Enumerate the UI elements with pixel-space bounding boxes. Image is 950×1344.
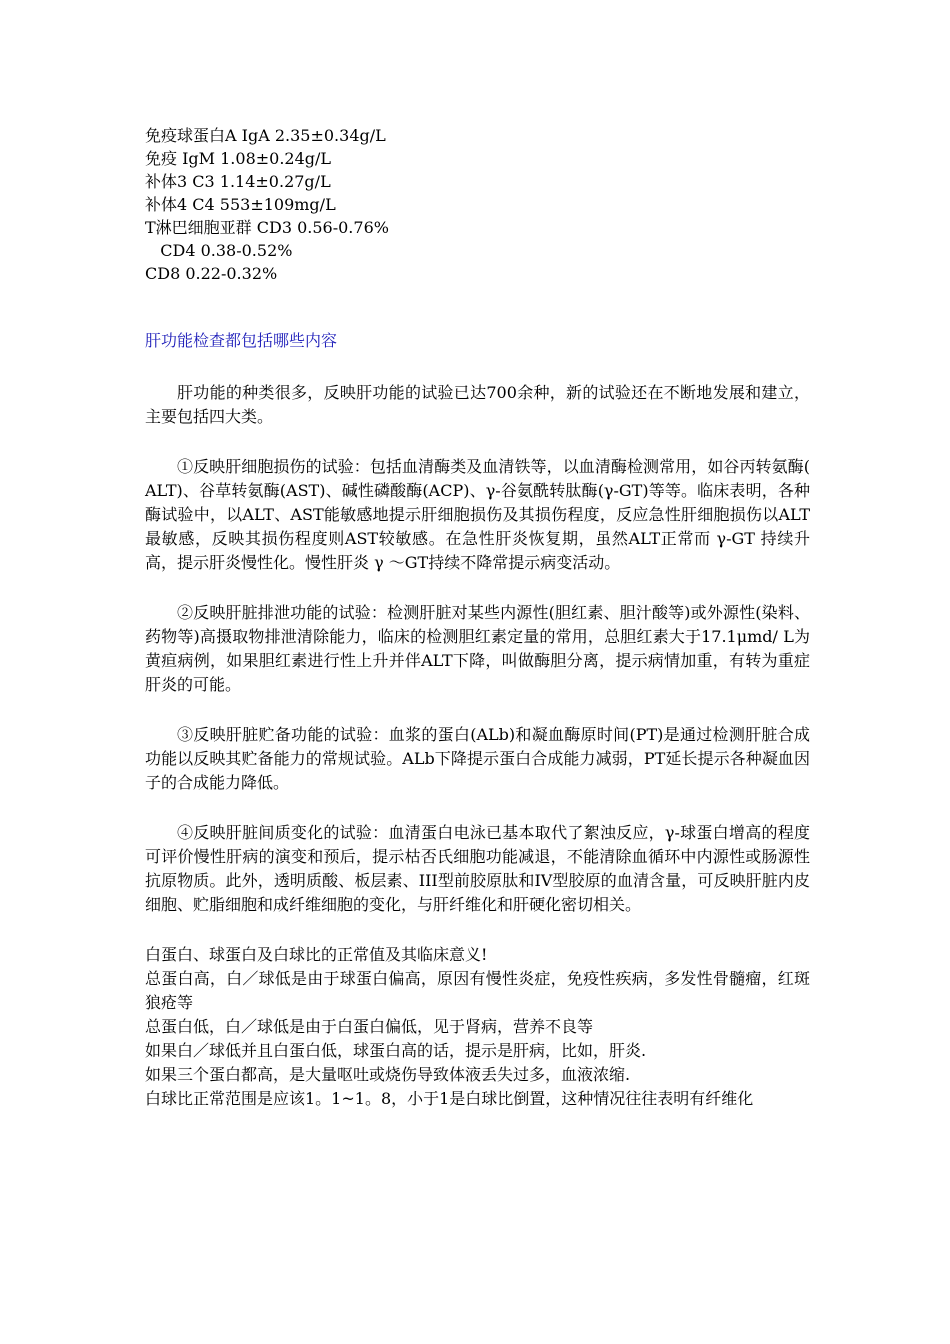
albumin-globulin-summary [145,943,810,1111]
test-category-paragraph: ②反映肝脏排泄功能的试验：检测肝脏对某些内源性(胆红素、胆汁酸等)或外源性(染料、药物等)高摄取物排泄清除能力，临床的检测胆红素定量的常用，总胆红素大于17.1μmd/ L为黄疸病例，如果胆红素进行性上升并伴ALT下降，叫做酶胆分离，提示病情加重，有转为重症肝炎的可能。 [145,603,810,694]
intro-paragraph: 肝功能的种类很多，反映肝功能的试验已达700余种，新的试验还在不断地发展和建立，主要包括四大类。 [145,383,810,426]
test-category-paragraph: ④反映肝脏间质变化的试验：血清蛋白电泳已基本取代了絮浊反应，γ-球蛋白增高的程度可评价慢性肝病的演变和预后，提示枯否氏细胞功能减退，不能清除血循环中内源性或肠源性抗原物质。此外，透明质酸、板层素、III型前胶原肽和IV型胶原的血清含量，可反映肝脏内皮细胞、贮脂细胞和成纤维细胞的变化，与肝纤维化和肝硬化密切相关。 [145,823,810,914]
reference-value-line: CD4 0.38-0.52% [145,241,293,260]
test-category-paragraph: ①反映肝细胞损伤的试验：包括血清酶类及血清铁等，以血清酶检测常用，如谷丙转氨酶( ALT)、谷草转氨酶(AST)、碱性磷酸酶(ACP)、γ-谷氨酰转肽酶(γ-GT)等等。临床表明，各种酶试验中，以ALT、AST能敏感地提示肝细胞损伤及其损伤程度，反应急性肝细胞损伤以ALT最敏感，反映其损伤程度则AST较敏感。在急性肝炎恢复期，虽然ALT正常而 γ-GT 持续升高，提示肝炎慢性化。慢性肝炎 γ ～GT持续不降常提示病变活动。 [145,457,810,572]
summary-title: 白蛋白、球蛋白及白球比的正常值及其临床意义! [145,945,488,964]
summary-line: 总蛋白低，白／球低是由于白蛋白偏低，见于肾病，营养不良等 [145,1017,594,1036]
reference-value-line: CD8 0.22-0.32% [145,264,278,283]
summary-line: 如果白／球低并且白蛋白低，球蛋白高的话，提示是肝病，比如，肝炎. [145,1041,647,1060]
reference-value-line: 免疫 IgM 1.08±0.24g/L [145,149,332,168]
reference-value-line: 补体4 C4 553±109mg/L [145,195,336,214]
section-heading: 肝功能检查都包括哪些内容 [145,331,338,350]
summary-line: 白球比正常范围是应该1。1~1。8，小于1是白球比倒置，这种情况往往表明有纤维化 [145,1089,754,1108]
summary-line: 总蛋白高，白／球低是由于球蛋白偏高，原因有慢性炎症，免疫性疾病，多发性骨髓瘤，红斑狼疮等 [145,969,810,1012]
reference-values-list [145,124,810,285]
reference-value-line: T淋巴细胞亚群 CD3 0.56-0.76% [145,218,389,237]
test-category-paragraph: ③反映肝脏贮备功能的试验：血浆的蛋白(ALb)和凝血酶原时间(PT)是通过检测肝脏合成功能以反映其贮备能力的常规试验。ALb下降提示蛋白合成能力减弱，PT延长提示各种凝血因子的合成能力降低。 [145,725,810,792]
summary-line: 如果三个蛋白都高，是大量呕吐或烧伤导致体液丢失过多，血液浓缩. [145,1065,631,1084]
reference-value-line: 补体3 C3 1.14±0.27g/L [145,172,331,191]
reference-value-line: 免疫球蛋白A IgA 2.35±0.34g/L [145,126,386,145]
document-page [145,124,810,1111]
